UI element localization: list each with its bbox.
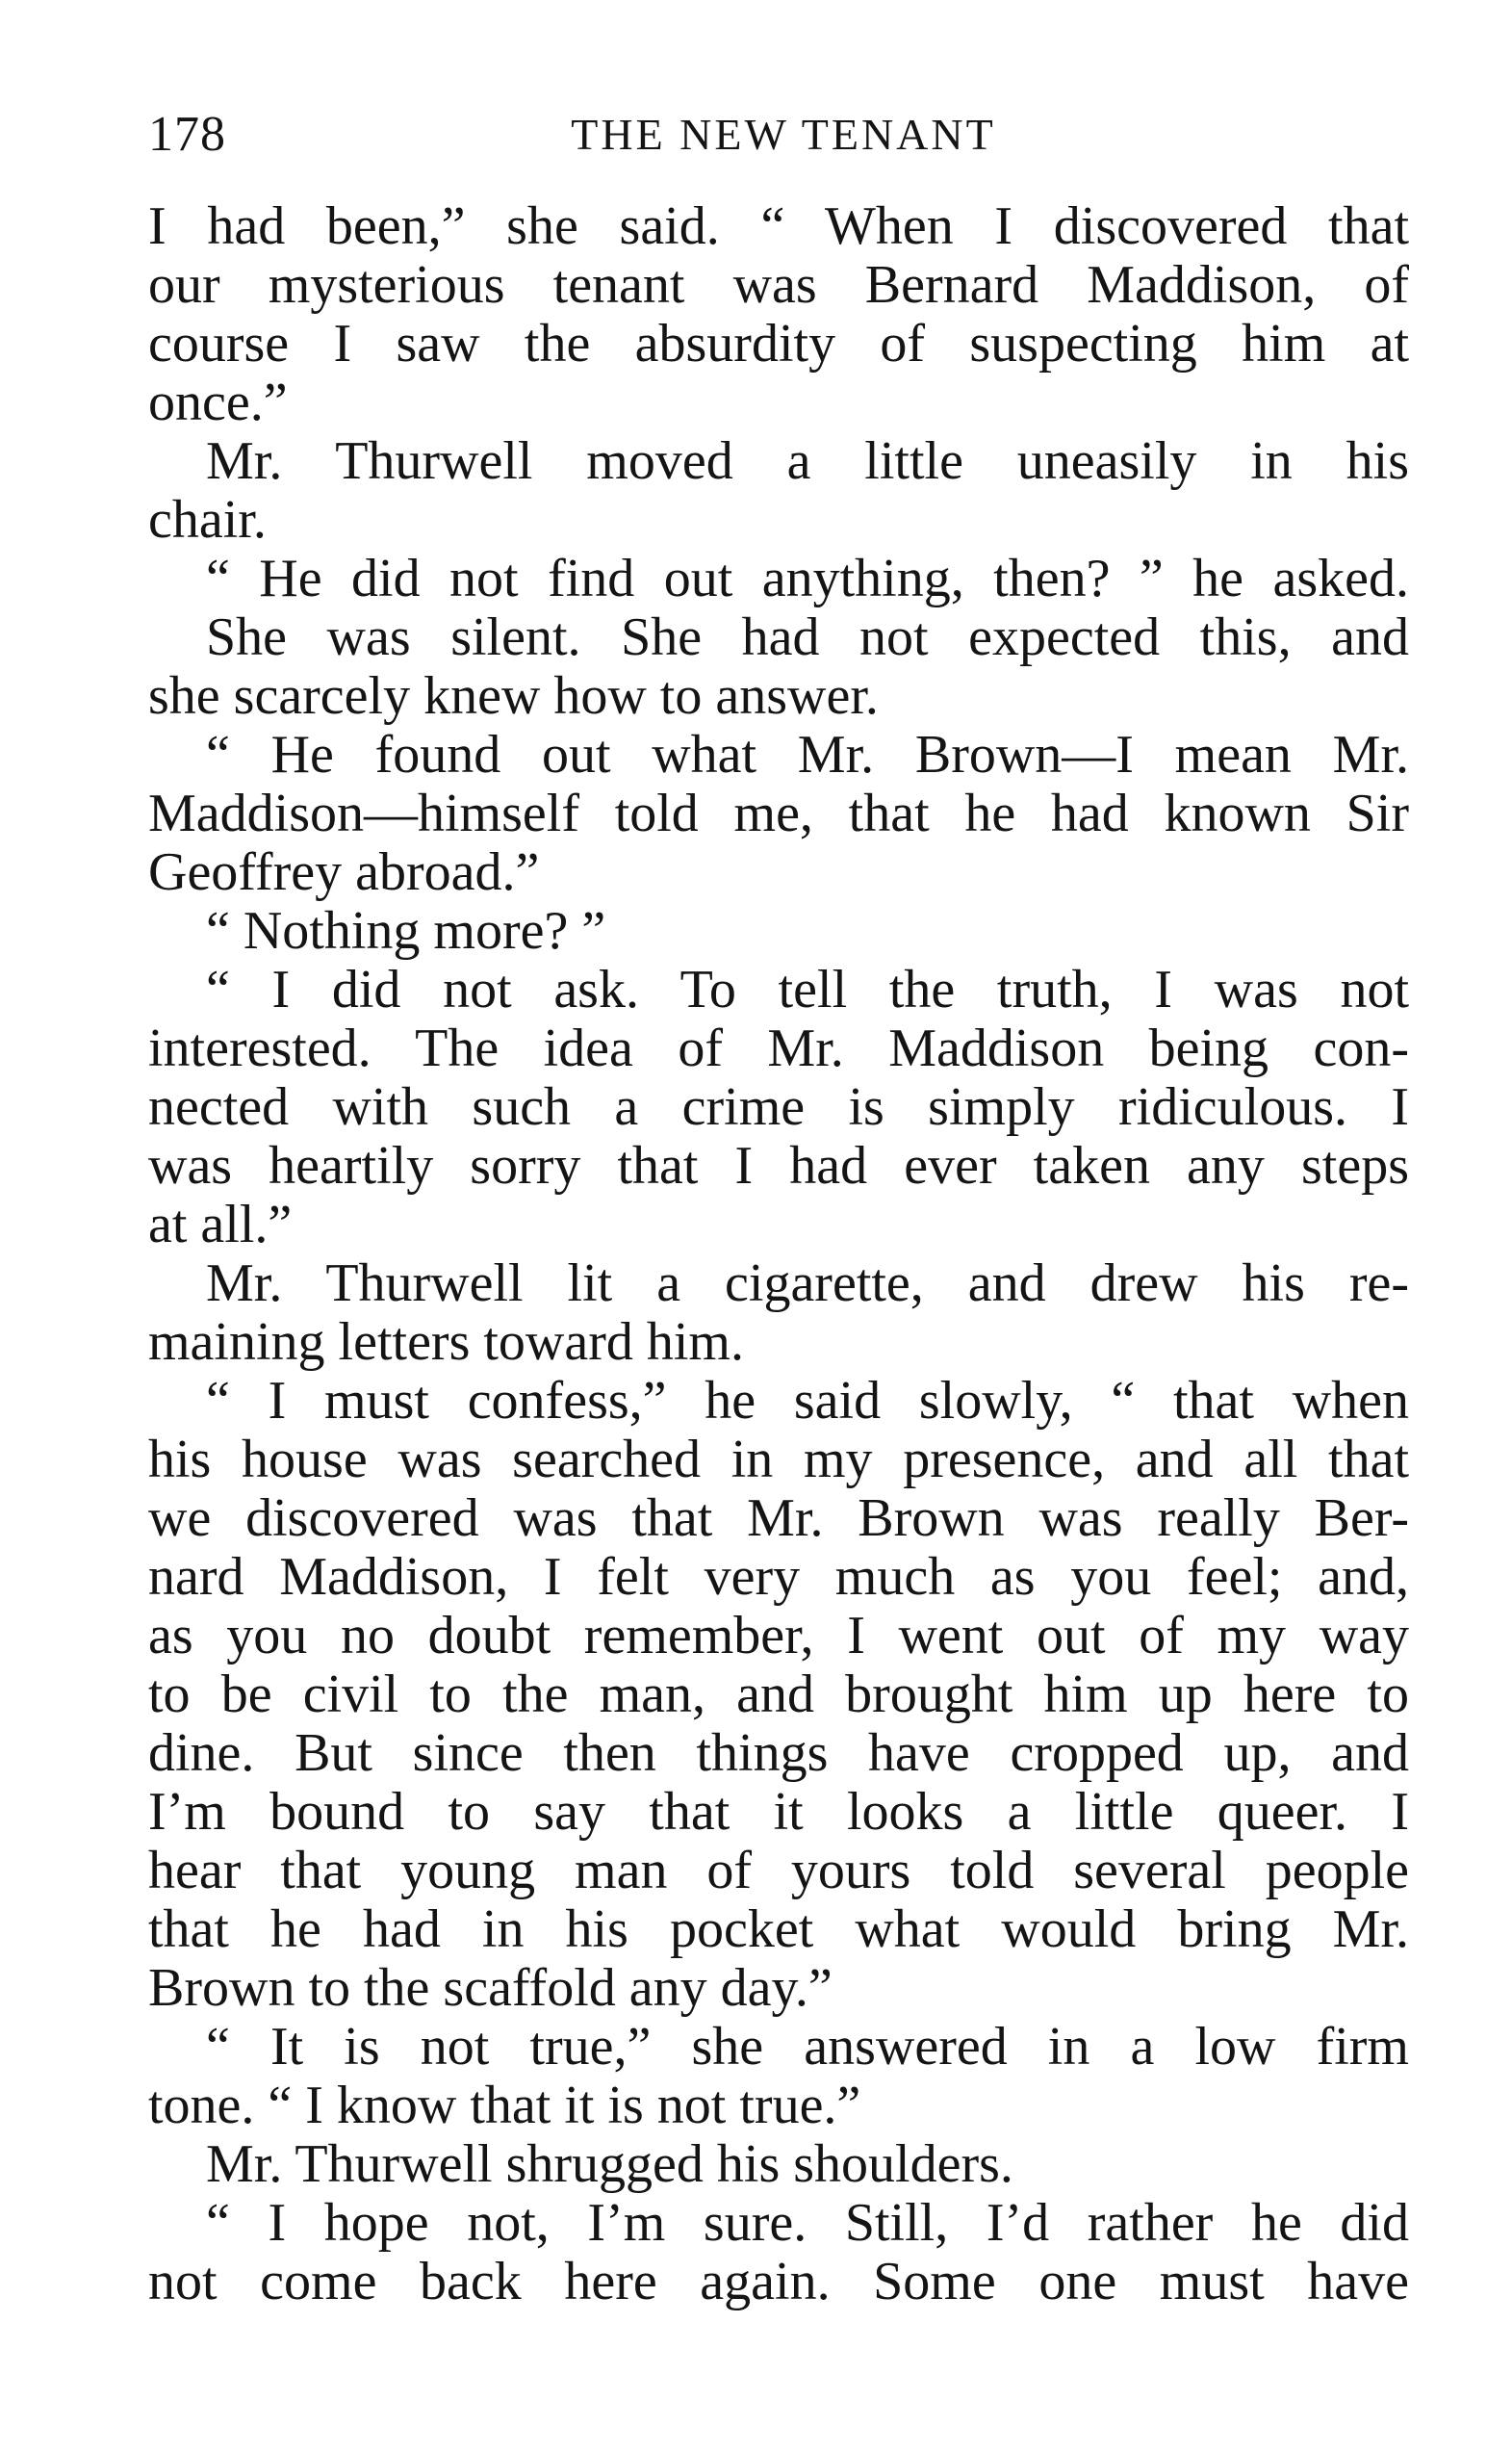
text-line: Mr. Thurwell lit a cigarette, and drew his re- — [206, 1254, 1409, 1313]
text-line: nard Maddison, I felt very much as you feel; and, — [148, 1548, 1409, 1607]
text-line: course I saw the absurdity of suspecting him at — [148, 315, 1409, 374]
text-line: she scarcely knew how to answer. — [148, 667, 879, 726]
page-header — [148, 96, 1419, 173]
text-line: we discovered was that Mr. Brown was really Ber- — [148, 1489, 1409, 1548]
text-line: tone. “ I know that it is not true.” — [148, 2077, 861, 2135]
text-line: I had been,” she said. “ When I discovered that — [148, 197, 1409, 256]
text-line: Brown to the scaffold any day.” — [148, 1959, 833, 2018]
text-line: “ I hope not, I’m sure. Still, I’d rather he did — [206, 2194, 1409, 2253]
text-line: “ I must confess,” he said slowly, “ that when — [206, 1372, 1409, 1431]
text-line: not come back here again. Some one must have — [148, 2253, 1409, 2311]
text-line: chair. — [148, 491, 267, 550]
text-line: I’m bound to say that it looks a little queer. I — [148, 1783, 1409, 1842]
text-line: our mysterious tenant was Bernard Maddison, of — [148, 256, 1409, 315]
text-line: “ He found out what Mr. Brown—I mean Mr. — [206, 726, 1409, 785]
text-line: to be civil to the man, and brought him up here to — [148, 1665, 1409, 1724]
text-line: Mr. Thurwell moved a little uneasily in his — [206, 432, 1409, 491]
text-line: nected with such a crime is simply ridiculous. I — [148, 1078, 1409, 1137]
text-line: at all.” — [148, 1196, 293, 1254]
text-line: as you no doubt remember, I went out of my way — [148, 1607, 1409, 1665]
text-line: dine. But since then things have cropped up, and — [148, 1724, 1409, 1783]
text-line: maining letters toward him. — [148, 1313, 744, 1372]
body-text — [148, 197, 1409, 2311]
text-line: hear that young man of yours told several people — [148, 1842, 1409, 1900]
text-line: that he had in his pocket what would bring Mr. — [148, 1900, 1409, 1959]
text-line: “ I did not ask. To tell the truth, I was not — [206, 961, 1409, 1020]
running-title: THE NEW TENANT — [571, 110, 996, 159]
text-line: once.” — [148, 374, 288, 432]
text-line: Maddison—himself told me, that he had known Sir — [148, 785, 1409, 843]
text-line: “ Nothing more? ” — [206, 902, 606, 961]
text-line: Mr. Thurwell shrugged his shoulders. — [206, 2135, 1013, 2194]
text-line: his house was searched in my presence, and all that — [148, 1431, 1409, 1489]
text-line: “ He did not find out anything, then? ” he asked. — [206, 550, 1409, 608]
text-line: She was silent. She had not expected this, and — [206, 608, 1409, 667]
text-line: Geoffrey abroad.” — [148, 843, 540, 902]
text-line: interested. The idea of Mr. Maddison being con- — [148, 1020, 1409, 1078]
page-number: 178 — [148, 107, 226, 162]
text-line: was heartily sorry that I had ever taken any steps — [148, 1137, 1409, 1196]
text-line: “ It is not true,” she answered in a low firm — [206, 2018, 1409, 2077]
